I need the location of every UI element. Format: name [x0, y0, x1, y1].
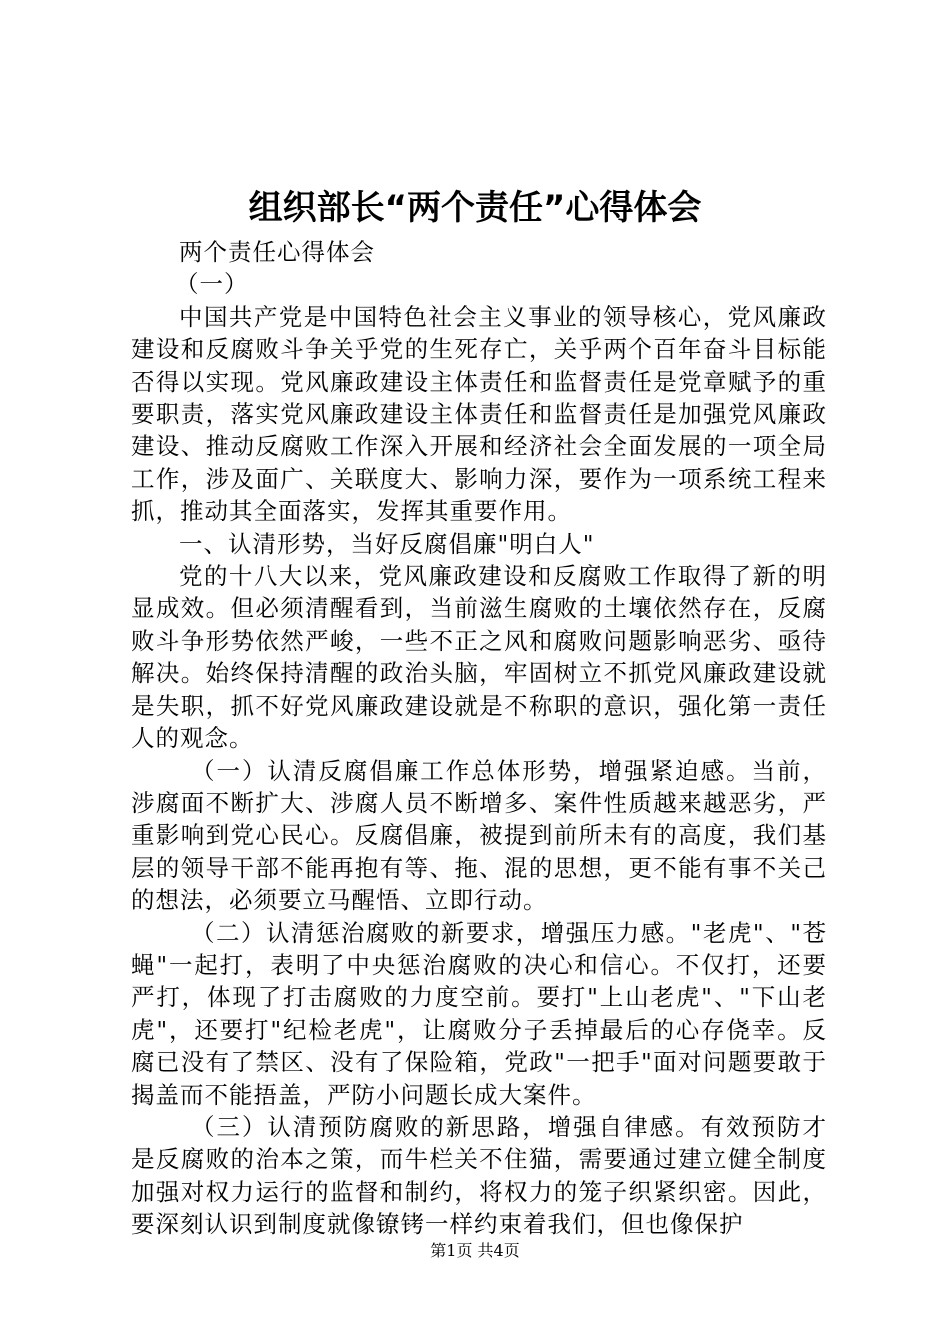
- section-marker: （一）: [175, 270, 249, 299]
- paragraph-3: （一）认清反腐倡廉工作总体形势，增强紧迫感。当前，涉腐面不断扩大、涉腐人员不断增多、案件性质越来越恶劣，严重影响到党心民心。反腐倡廉，被提到前所未有的高度，我们基层的领导干部不能再抱有等、拖、混的思想，更不能有事不关己的想法，必须要立马醒悟、立即行动。: [131, 756, 827, 915]
- paragraph-5: （三）认清预防腐败的新思路，增强自律感。有效预防才是反腐败的治本之策，而牛栏关不住猫，需要通过建立健全制度加强对权力运行的监督和制约，将权力的笼子织紧织密。因此，要深刻认识到制度就像镣铐一样约束着我们，但也像保护: [131, 1112, 827, 1239]
- document-title: 组织部长“两个责任”心得体会: [248, 188, 702, 228]
- document-subtitle: 两个责任心得体会: [179, 238, 375, 266]
- document-body: [131, 236, 827, 1241]
- paragraph-4: （二）认清惩治腐败的新要求，增强压力感。"老虎"、"苍蝇"一起打，表明了中央惩治腐败的决心和信心。不仅打，还要严打，体现了打击腐败的力度空前。要打"上山老虎"、"下山老虎"，还要打"纪检老虎"，让腐败分子丢掉最后的心存侥幸。反腐已没有了禁区、没有了保险箱，党政"一把手"面对问题要敢于揭盖而不能捂盖，严防小问题长成大案件。: [131, 918, 827, 1109]
- paragraph-2: 党的十八大以来，党风廉政建设和反腐败工作取得了新的明显成效。但必须清醒看到，当前滋生腐败的土壤依然存在，反腐败斗争形势依然严峻，一些不正之风和腐败问题影响恶劣、亟待解决。始终保持清醒的政治头脑，牢固树立不抓党风廉政建设就是失职，抓不好党风廉政建设就是不称职的意识，强化第一责任人的观念。: [131, 562, 827, 753]
- paragraph-1: 中国共产党是中国特色社会主义事业的领导核心，党风廉政建设和反腐败斗争关乎党的生死存亡，关乎两个百年奋斗目标能否得以实现。党风廉政建设主体责任和监督责任是党章赋予的重要职责，落实党风廉政建设主体责任和监督责任是加强党风廉政建设、推动反腐败工作深入开展和经济社会全面发展的一项全局工作，涉及面广、关联度大、影响力深，要作为一项系统工程来抓，推动其全面落实，发挥其重要作用。: [131, 302, 827, 526]
- section-heading-1: 一、认清形势，当好反腐倡廉"明白人": [179, 529, 595, 558]
- page-footer: 第1页 共4页: [430, 1241, 520, 1260]
